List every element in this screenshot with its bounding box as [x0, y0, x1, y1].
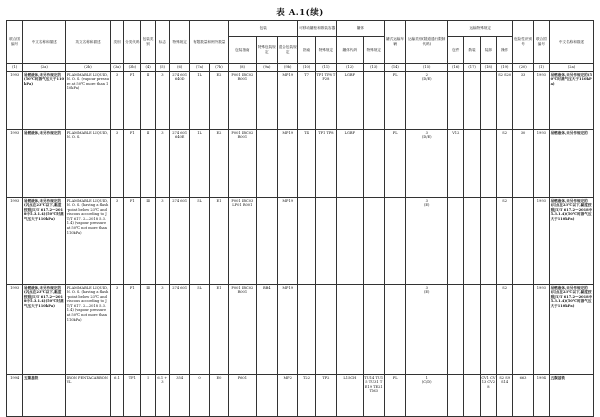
mixed-packing: MP19 [278, 285, 298, 375]
table-row [7, 72, 594, 130]
category-number: 1 [425, 375, 428, 380]
col-header-en-name: 英文名称和描述 [66, 21, 111, 64]
category-number: 3 [425, 198, 428, 203]
labels: 3 [155, 130, 169, 198]
col-header-un-no: 联合国编号 [7, 21, 23, 64]
col-header-tank-vehicle: 罐式运输车辆 [384, 21, 405, 64]
ts-operation: S2 S20 [497, 72, 513, 130]
tank-code [337, 285, 363, 375]
cn-name: 易燃液体,未另作规定的(闪点在23℃以下,黏度按照JT/T 617.2—2018中5.3.1.4)(50℃时蒸气压大于110kPa) [23, 198, 66, 285]
en-name: FLAMMABLE LIQUID, N. O. S. (vapour pressure at 50℃ more than 110kPa) [66, 72, 111, 130]
category-number: 3 [425, 285, 428, 290]
index-cell: (6) [170, 64, 190, 72]
special-provisions: 274 601 [170, 198, 190, 285]
class: 3 [110, 198, 123, 285]
ts-packages [448, 198, 464, 285]
ts-operation: S2 [497, 285, 513, 375]
col-header-packaging: 包装 [229, 21, 298, 37]
col-header-packing-group: 包装类别 [141, 21, 155, 64]
en-name: FLAMMABLE LIQUID, N. O. S. (having a flash-point below 23℃ and viscous according to JT/T 617. 2—2018 5.3.1.4) (vapour pressure at 50℃ not more than 110kPa) [66, 285, 111, 375]
cn-name: 五羰基铁 [23, 375, 66, 417]
col-header-labels: 标志 [155, 21, 169, 64]
hazard-id: 33 [513, 72, 533, 130]
ts-loading [480, 198, 496, 285]
en-name: IRON PENTACARBONYL [66, 375, 111, 417]
table-row [7, 285, 594, 375]
tunnel-code: (C/D) [421, 380, 432, 385]
col-header-ts-bulk: 散装 [464, 37, 480, 64]
un-number-right: 1994 [533, 375, 549, 417]
class: 3 [110, 130, 123, 198]
pkg-instruction: P001 IBC02 R001 [229, 130, 257, 198]
col-header-hazard-id: 危险性识别号 [513, 21, 533, 64]
ts-bulk [464, 198, 480, 285]
limited-quantity: 0 [190, 375, 209, 417]
ts-packages [448, 72, 464, 130]
tank-vehicle: FL [384, 130, 405, 198]
ts-operation: S2 [497, 198, 513, 285]
index-cell: (10) [298, 64, 315, 72]
index-cell: (2b) [66, 64, 111, 72]
ts-loading: CV1 CV13 CV28 [480, 375, 496, 417]
limited-quantity: 1L [190, 130, 209, 198]
ts-loading [480, 285, 496, 375]
tank-special-2 [363, 285, 384, 375]
class-code: F1 [124, 285, 141, 375]
transport-category [406, 375, 448, 417]
col-header-pkg-instruction: 包装指南 [229, 37, 257, 64]
hazard-id [513, 285, 533, 375]
index-cell: (8) [229, 64, 257, 72]
un-number-right: 1993 [533, 72, 549, 130]
tank-special-2 [363, 198, 384, 285]
un-number-right: 1993 [533, 285, 549, 375]
class: 3 [110, 285, 123, 375]
tank-instruction: T4 [298, 130, 315, 198]
col-header-un-no-right: 联合国编号 [533, 21, 549, 64]
tank-instruction [298, 285, 315, 375]
ts-packages: V12 [448, 130, 464, 198]
pkg-special [256, 72, 277, 130]
col-header-ts-operation: 操作 [497, 37, 513, 64]
cn-name-right: 易燃液体,未另作规定的(闪点在23℃以下,黏度按照JT/T 617.2—2018中5.3.1.4)(50℃时蒸气压大于110kPa) [549, 198, 593, 285]
index-row [7, 64, 594, 72]
tank-instruction [298, 198, 315, 285]
category-number: 3 [425, 130, 428, 135]
ts-bulk [464, 375, 480, 417]
hazard-id: 663 [513, 375, 533, 417]
index-cell: (12) [337, 64, 363, 72]
col-header-portable-tanks: 可移动罐柜和散装容器 [298, 21, 337, 37]
index-cell: (7a) [190, 64, 209, 72]
packing-group: Ⅱ [141, 130, 155, 198]
index-cell: (4) [141, 64, 155, 72]
un-number: 1993 [7, 72, 23, 130]
un-number-right: 1993 [533, 130, 549, 198]
class-code: TF1 [124, 375, 141, 417]
col-header-class-code: 分类代码 [124, 21, 141, 64]
tank-special-2 [363, 130, 384, 198]
col-header-tank-special-2: 特殊规定 [363, 37, 384, 64]
limited-quantity: 5L [190, 285, 209, 375]
index-cell: (7b) [209, 64, 228, 72]
tank-special [315, 285, 336, 375]
excepted-quantity: E0 [209, 375, 228, 417]
pkg-special [256, 375, 277, 417]
index-cell: (11) [315, 64, 336, 72]
category-number: 2 [425, 72, 428, 77]
index-cell: (9b) [278, 64, 298, 72]
header-row-1 [7, 21, 594, 37]
index-cell: (3a) [110, 64, 123, 72]
hazard-id: 30 [513, 130, 533, 198]
cn-name: 易燃液体,未另作规定的(闪点在23℃以下,黏度按照JT/T 617.2—2018中5.3.1.4)(50℃时蒸气压大于110kPa) [23, 285, 66, 375]
tank-special-2: TU14 TU15 TU31 TE19 TE21 TM3 [363, 375, 384, 417]
index-cell: (17) [464, 64, 480, 72]
excepted-quantity: E2 [209, 72, 228, 130]
ts-bulk [464, 130, 480, 198]
table-row [7, 198, 594, 285]
un-number: 1994 [7, 375, 23, 417]
tank-code: LGBF [337, 130, 363, 198]
tank-vehicle: FL [384, 375, 405, 417]
mixed-packing: MP19 [278, 198, 298, 285]
un-number-right: 1993 [533, 198, 549, 285]
labels: 3 [155, 285, 169, 375]
excepted-quantity: E2 [209, 130, 228, 198]
pkg-instruction: P001 IBC02 R001 [229, 72, 257, 130]
tank-instruction: T22 [298, 375, 315, 417]
tank-instruction: T7 [298, 72, 315, 130]
class: 6.1 [110, 375, 123, 417]
table-title: 表 A.1(续) [276, 8, 324, 18]
cn-name: 易燃液体,未另作规定的(50℃时蒸气压大于110kPa) [23, 72, 66, 130]
un-number: 1993 [7, 198, 23, 285]
pkg-instruction: P601 [229, 375, 257, 417]
cn-name-right: 易燃液体,未另作规定的(50℃时蒸气压大于110kPa) [549, 72, 593, 130]
cn-name: 易燃液体,未另作规定的 [23, 130, 66, 198]
ts-operation: S2 S9 S14 [497, 375, 513, 417]
limited-quantity: 1L [190, 72, 209, 130]
index-cell: (14) [384, 64, 405, 72]
cn-name-right: 易燃液体,未另作规定的(闪点在23℃以下,黏度按照JT/T 617.2—2018中5.3.1.4)(50℃时蒸气压大于110kPa) [549, 285, 593, 375]
pkg-instruction: P001 IBC03 LP01 R001 [229, 198, 257, 285]
excepted-quantity: E1 [209, 285, 228, 375]
ts-bulk [464, 72, 480, 130]
tank-special: TP1 TP8 [315, 130, 336, 198]
class: 3 [110, 72, 123, 130]
index-cell: (1) [7, 64, 23, 72]
index-cell: (9a) [256, 64, 277, 72]
pkg-special [256, 198, 277, 285]
transport-category [406, 130, 448, 198]
col-header-class: 类别 [110, 21, 123, 64]
ts-bulk [464, 285, 480, 375]
transport-category [406, 285, 448, 375]
index-cell: (18) [480, 64, 496, 72]
ts-loading [480, 72, 496, 130]
hazard-id [513, 198, 533, 285]
transport-category [406, 198, 448, 285]
excepted-quantity: E1 [209, 198, 228, 285]
table-row [7, 130, 594, 198]
pkg-special: BB4 [256, 285, 277, 375]
index-cell: (13) [363, 64, 384, 72]
tank-code [337, 198, 363, 285]
index-cell: (2a) [549, 64, 593, 72]
packing-group: Ⅱ [141, 72, 155, 130]
tank-code: LGBF [337, 72, 363, 130]
tank-special [315, 198, 336, 285]
limited-quantity: 5L [190, 198, 209, 285]
class-code: F1 [124, 72, 141, 130]
tunnel-code: (D/E) [421, 77, 432, 82]
tunnel-code: (E) [424, 290, 430, 295]
index-cell: (15) [406, 64, 448, 72]
packing-group: Ⅲ [141, 198, 155, 285]
tank-vehicle [384, 198, 405, 285]
special-provisions: 274 601 640E [170, 130, 190, 198]
col-header-cn-name-right: 中文名称和描述 [549, 21, 593, 64]
index-cell: (16) [448, 64, 464, 72]
ts-loading [480, 130, 496, 198]
index-cell: (1) [533, 64, 549, 72]
mixed-packing: MP19 [278, 72, 298, 130]
ts-operation: S2 [497, 130, 513, 198]
class-code: F1 [124, 130, 141, 198]
col-header-ts-packages: 包件 [448, 37, 464, 64]
tank-special: TP1 TP8 TP28 [315, 72, 336, 130]
labels: 3 [155, 72, 169, 130]
ts-packages [448, 285, 464, 375]
col-header-mixed-packing: 混合包装规定 [278, 37, 298, 64]
tunnel-code: (E) [424, 203, 430, 208]
col-header-transport-category: 运输类别(隧道通行限制代码) [406, 21, 448, 64]
pkg-instruction: P001 IBC02 R001 [229, 285, 257, 375]
special-provisions: 274 601 640D [170, 72, 190, 130]
col-header-transport-special: 运输特殊规定 [448, 21, 513, 37]
col-header-tank-instruction: 指南 [298, 37, 315, 64]
col-header-tank-code: 罐体代码 [337, 37, 363, 64]
col-header-ts-loading: 装卸 [480, 37, 496, 64]
class-code: F1 [124, 198, 141, 285]
index-cell: (19) [497, 64, 513, 72]
ts-packages [448, 375, 464, 417]
index-cell: (20) [513, 64, 533, 72]
index-cell: (3b) [124, 64, 141, 72]
packing-group: Ⅲ [141, 285, 155, 375]
tank-code: L15CH [337, 375, 363, 417]
dangerous-goods-table [6, 20, 594, 417]
special-provisions: 354 [170, 375, 190, 417]
table-row [7, 375, 594, 417]
en-name: FLAMMABLE LIQUID, N. O. S. [66, 130, 111, 198]
mixed-packing: MP19 [278, 130, 298, 198]
un-number: 1993 [7, 130, 23, 198]
col-header-limited-excepted: 有限数量和例外数量 [190, 21, 229, 64]
cn-name-right: 五羰基铁 [549, 375, 593, 417]
index-cell: (2a) [23, 64, 66, 72]
col-header-cn-name: 中文名称和描述 [23, 21, 66, 64]
cn-name-right: 易燃液体,未另作规定的 [549, 130, 593, 198]
tank-vehicle [384, 285, 405, 375]
packing-group: Ⅰ [141, 375, 155, 417]
pkg-special [256, 130, 277, 198]
transport-category [406, 72, 448, 130]
col-header-pkg-special: 特殊包装规定 [256, 37, 277, 64]
tunnel-code: (D/E) [421, 135, 432, 140]
special-provisions: 274 601 [170, 285, 190, 375]
index-cell: (5) [155, 64, 169, 72]
tank-vehicle: FL [384, 72, 405, 130]
col-header-special-provisions: 特殊规定 [170, 21, 190, 64]
col-header-tank-special: 特殊规定 [315, 37, 336, 64]
un-number: 1993 [7, 285, 23, 375]
en-name: FLAMMABLE LIQUID, N. O. S. (having a flash-point below 23℃ and viscous according to JT/T 617. 2—2018 5.3.1.4) (vapour pressure at 50℃ not more than 110kPa) [66, 198, 111, 285]
labels: 3 [155, 198, 169, 285]
tank-special-2 [363, 72, 384, 130]
mixed-packing: MP2 [278, 375, 298, 417]
col-header-tank: 罐体 [337, 21, 385, 37]
tank-special: TP2 [315, 375, 336, 417]
labels: 6.1 +3 [155, 375, 169, 417]
